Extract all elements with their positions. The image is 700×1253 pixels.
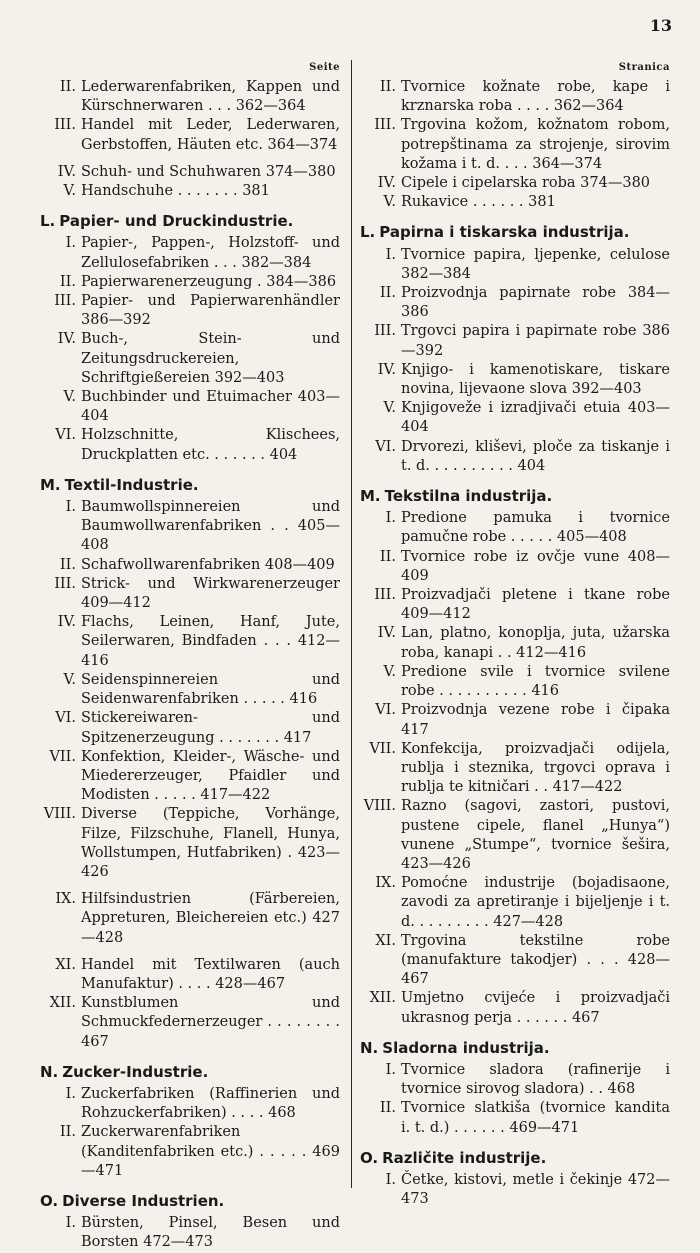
index-entry bbox=[360, 701, 670, 739]
section-heading bbox=[360, 1149, 670, 1168]
entry-text: Papierwarenerzeugung . 384—386 bbox=[81, 273, 337, 290]
entry-text: Hilfsindustrien (Färbereien, Appreturen, Bleichereien etc.) 427—428 bbox=[81, 891, 340, 946]
index-entry bbox=[360, 989, 670, 1027]
index-entry bbox=[40, 613, 340, 671]
index-entry bbox=[40, 273, 340, 292]
index-entry bbox=[40, 388, 340, 426]
index-entry bbox=[360, 509, 670, 547]
entry-text: Handschuhe . . . . . . . 381 bbox=[81, 183, 270, 200]
entry-text: Buchbinder und Etuimacher 403—404 bbox=[81, 389, 340, 425]
index-entry bbox=[360, 174, 670, 193]
entry-number: II. bbox=[379, 285, 396, 302]
index-entry bbox=[360, 1061, 670, 1099]
entry-text: Trgovci papira i papirnate robe 386—392 bbox=[401, 323, 670, 359]
entry-text: Baumwollspinnereien und Baumwollwarenfabriken . . 405—408 bbox=[81, 499, 340, 554]
spacer bbox=[40, 155, 340, 163]
entry-number: IV. bbox=[57, 331, 76, 348]
entry-text: Knjigoveže i izradjivači etuia 403—404 bbox=[401, 400, 670, 436]
right-column-croatian bbox=[360, 58, 670, 1209]
spacer bbox=[40, 882, 340, 890]
entry-text: Drvorezi, kliševi, ploče za tiskanje i t. d. . . . . . . . . . 404 bbox=[401, 438, 670, 474]
entry-number: I. bbox=[385, 246, 396, 263]
section-title: Zucker-Industrie. bbox=[62, 1062, 209, 1081]
entry-number: I. bbox=[65, 235, 76, 252]
column-divider bbox=[351, 60, 352, 1188]
entry-text: Flachs, Leinen, Hanf, Jute, Seilerwaren, Bindfaden . . . 412—416 bbox=[81, 614, 340, 669]
index-entry bbox=[360, 193, 670, 212]
entry-text: Razno (sagovi, zastori, pustovi, pustene cipele, flanel „Hunya“) vunene „Stumpe“, tvornice šešira, 423—426 bbox=[401, 798, 670, 872]
entry-number: V. bbox=[63, 389, 76, 406]
entry-number: VI. bbox=[375, 438, 396, 455]
entry-number: III. bbox=[54, 575, 76, 592]
entry-text: Zuckerfabriken (Raffinerien und Rohzuckerfabriken) . . . . 468 bbox=[81, 1085, 340, 1122]
index-entry bbox=[360, 548, 670, 586]
section-heading bbox=[40, 212, 340, 231]
index-entry bbox=[40, 182, 340, 201]
entry-text: Lan, platno, konoplja, juta, užarska roba, kanapi . . 412—416 bbox=[401, 625, 670, 661]
entry-number: V. bbox=[63, 183, 76, 200]
entry-text: Umjetno cvijeće i proizvadjači ukrasnog perja . . . . . . 467 bbox=[401, 990, 670, 1026]
entry-text: Proizvodnja vezene robe i čipaka 417 bbox=[401, 702, 670, 738]
index-entry bbox=[360, 322, 670, 360]
entry-number: IX. bbox=[55, 891, 76, 908]
index-entry bbox=[360, 246, 670, 284]
entry-text: Konfekcija, proizvadjači odijela, rublja i steznika, trgovci oprava i rublja te kitničari . . 417—422 bbox=[401, 740, 670, 796]
entry-number: II. bbox=[59, 79, 76, 95]
index-entry bbox=[360, 284, 670, 322]
index-entry bbox=[360, 438, 670, 476]
entry-number: XII. bbox=[49, 995, 76, 1012]
entry-text: Proizvodnja papirnate robe 384—386 bbox=[401, 285, 670, 321]
entry-number: III. bbox=[374, 117, 396, 134]
entry-text: Bürsten, Pinsel, Besen und Borsten 472—473 bbox=[81, 1215, 340, 1251]
entry-number: XII. bbox=[369, 990, 396, 1007]
index-entry bbox=[40, 671, 340, 709]
index-entry bbox=[40, 890, 340, 948]
section-letter: N. bbox=[40, 1062, 59, 1081]
index-entry bbox=[40, 994, 340, 1052]
entry-text: Holzschnitte, Klischees, Druckplatten etc. . . . . . . 404 bbox=[81, 427, 340, 463]
section-heading bbox=[40, 476, 340, 495]
section-letter: O. bbox=[360, 1148, 379, 1167]
entry-text: Papier- und Papierwarenhändler 386—392 bbox=[81, 293, 340, 329]
section-title: Tekstilna industrija. bbox=[384, 487, 553, 506]
entry-number: II. bbox=[59, 556, 76, 573]
entry-number: I. bbox=[385, 1171, 396, 1188]
section-heading bbox=[40, 1063, 340, 1082]
entry-text: Zuckerwarenfabriken (Kanditenfabriken etc.) . . . . . 469—471 bbox=[81, 1124, 340, 1179]
entry-text: Trgovina tekstilne robe (manufakture takodjer) . . . 428—467 bbox=[401, 932, 670, 988]
section-title: Sladorna industrija. bbox=[382, 1038, 550, 1057]
index-entry bbox=[40, 709, 340, 747]
entry-number: XI. bbox=[375, 932, 396, 949]
entry-number: XI. bbox=[55, 956, 76, 973]
entry-number: I. bbox=[65, 1215, 76, 1232]
index-entry bbox=[40, 1214, 340, 1252]
entry-number: VIII. bbox=[363, 798, 396, 815]
entry-number: I. bbox=[65, 1085, 76, 1102]
entry-number: IV. bbox=[377, 361, 396, 378]
index-entry bbox=[360, 1099, 670, 1137]
index-entry bbox=[40, 1085, 340, 1123]
index-entry bbox=[40, 956, 340, 994]
entry-text: Četke, kistovi, metle i čekinje 472—473 bbox=[401, 1171, 670, 1208]
entry-text: Cipele i cipelarska roba 374—380 bbox=[401, 175, 651, 192]
entry-number: II. bbox=[59, 273, 76, 290]
entry-text: Seidenspinnereien und Seidenwarenfabriken . . . . . 416 bbox=[81, 671, 340, 708]
index-entry bbox=[40, 116, 340, 154]
entry-text: Tvornice papira, ljepenke, celulose 382—384 bbox=[401, 246, 670, 282]
index-entry bbox=[40, 575, 340, 613]
entry-number: VII. bbox=[49, 748, 76, 765]
index-entry bbox=[40, 292, 340, 330]
entry-text: Rukavice . . . . . . 381 bbox=[401, 194, 556, 211]
entry-text: Knjigo- i kamenotiskare, tiskare novina, lijevaone slova 392—403 bbox=[401, 361, 670, 398]
entry-number: IV. bbox=[377, 175, 396, 192]
spacer bbox=[40, 948, 340, 956]
entry-number: III. bbox=[374, 323, 396, 340]
section-title: Textil-Industrie. bbox=[64, 475, 199, 494]
entry-text: Handel mit Textilwaren (auch Manufaktur) . . . . 428—467 bbox=[81, 956, 340, 992]
index-entry bbox=[360, 116, 670, 174]
section-heading bbox=[360, 487, 670, 506]
entry-number: II. bbox=[379, 1100, 396, 1117]
left-column-german bbox=[40, 58, 340, 1253]
index-entry bbox=[360, 932, 670, 990]
entry-number: II. bbox=[379, 548, 396, 565]
entry-text: Predione svile i tvornice svilene robe . . . . . . . . . . 416 bbox=[401, 663, 670, 700]
column-header-seite: Seite bbox=[309, 62, 340, 73]
index-entry bbox=[40, 234, 340, 272]
entry-text: Tvornice kožnate robe, kape i krznarska roba . . . . 362—364 bbox=[401, 79, 670, 115]
section-heading bbox=[360, 1039, 670, 1058]
entry-number: II. bbox=[59, 1124, 76, 1141]
entry-number: V. bbox=[63, 671, 76, 688]
column-header-stranica: Stranica bbox=[618, 62, 670, 73]
entry-number: IV. bbox=[377, 625, 396, 642]
entry-text: Strick- und Wirkwarenerzeuger 409—412 bbox=[81, 575, 340, 612]
entry-number: III. bbox=[374, 587, 396, 604]
index-entry bbox=[360, 1171, 670, 1209]
index-entry bbox=[360, 624, 670, 662]
section-letter: L. bbox=[360, 223, 376, 242]
entry-text: Stickereiwaren- und Spitzenerzeugung . . . . . . . 417 bbox=[81, 710, 340, 746]
entry-text: Buch-, Stein- und Zeitungsdruckereien, Schriftgießereien 392—403 bbox=[81, 331, 340, 386]
entry-text: Proizvadjači pletene i tkane robe 409—412 bbox=[401, 587, 670, 623]
index-entry bbox=[360, 740, 670, 798]
entry-number: I. bbox=[385, 1061, 396, 1078]
index-entry bbox=[40, 78, 340, 116]
entry-number: V. bbox=[383, 400, 396, 417]
entry-number: I. bbox=[65, 499, 76, 516]
index-entry bbox=[360, 663, 670, 701]
section-heading bbox=[360, 223, 670, 242]
index-entry bbox=[40, 498, 340, 556]
entry-number: VI. bbox=[375, 702, 396, 719]
index-entry bbox=[40, 163, 340, 182]
entry-number: IV. bbox=[57, 614, 76, 631]
index-entry bbox=[40, 556, 340, 575]
entry-text: Tvornice sladora (rafinerije i tvornice sirovog sladora) . . 468 bbox=[401, 1061, 670, 1098]
entry-text: Handel mit Leder, Lederwaren, Gerbstoffen, Häuten etc. 364—374 bbox=[81, 117, 340, 153]
entry-text: Tvornice robe iz ovčje vune 408—409 bbox=[401, 548, 670, 584]
section-letter: L. bbox=[40, 212, 56, 231]
index-entry bbox=[360, 78, 670, 116]
index-entry bbox=[360, 361, 670, 399]
entry-number: VI. bbox=[55, 710, 76, 727]
entry-number: II. bbox=[379, 79, 396, 95]
entry-text: Papier-, Pappen-, Holzstoff- und Zellulosefabriken . . . 382—384 bbox=[81, 235, 340, 271]
index-entry bbox=[40, 1123, 340, 1181]
entry-number: V. bbox=[383, 663, 396, 680]
index-entry bbox=[40, 748, 340, 806]
index-entry bbox=[360, 797, 670, 874]
entry-number: IV. bbox=[57, 163, 76, 180]
index-entry bbox=[360, 399, 670, 437]
entry-text: Schafwollwarenfabriken 408—409 bbox=[81, 556, 335, 573]
entry-number: III. bbox=[54, 117, 76, 134]
section-title: Papier- und Druckindustrie. bbox=[59, 212, 294, 231]
section-letter: M. bbox=[40, 475, 61, 494]
entry-number: III. bbox=[54, 293, 76, 310]
section-title: Papirna i tiskarska industrija. bbox=[379, 223, 630, 242]
entry-text: Predione pamuka i tvornice pamučne robe . . . . . 405—408 bbox=[401, 510, 670, 546]
entry-number: VII. bbox=[369, 740, 396, 757]
entry-text: Konfektion, Kleider-, Wäsche- und Miedererzeuger, Pfaidler und Modisten . . . . . 417—422 bbox=[81, 748, 340, 804]
entry-text: Tvornice slatkiša (tvornice kandita i. t. d.) . . . . . . 469—471 bbox=[401, 1100, 670, 1136]
page-number: 13 bbox=[649, 16, 672, 35]
entry-text: Lederwarenfabriken, Kappen und Kürschnerwaren . . . 362—364 bbox=[81, 79, 340, 115]
section-title: Diverse Industrien. bbox=[62, 1191, 225, 1210]
section-letter: M. bbox=[360, 487, 381, 506]
entry-number: VIII. bbox=[43, 806, 76, 823]
entry-text: Diverse (Teppiche, Vorhänge, Filze, Filzschuhe, Flanell, Hunya, Wollstumpen, Hutfabriken) . 423—426 bbox=[81, 806, 340, 880]
index-entry bbox=[40, 330, 340, 388]
index-entry bbox=[360, 874, 670, 932]
entry-number: VI. bbox=[55, 427, 76, 444]
section-letter: N. bbox=[360, 1038, 379, 1057]
entry-number: IX. bbox=[375, 875, 396, 892]
entry-number: I. bbox=[385, 510, 396, 527]
index-entry bbox=[40, 805, 340, 882]
entry-text: Pomoćne industrije (bojadisaone, zavodi za apretiranje i bijeljenje i t. d. . . . . . . . . 427—428 bbox=[401, 875, 670, 930]
index-entry bbox=[360, 586, 670, 624]
section-title: Različite industrije. bbox=[382, 1148, 547, 1167]
entry-text: Trgovina kožom, kožnatom robom, potrepštinama za strojenje, sirovim kožama i t. d. . . . 364—374 bbox=[401, 117, 670, 172]
section-letter: O. bbox=[40, 1191, 59, 1210]
entry-text: Kunstblumen und Schmuckfedernerzeuger . . . . . . . . 467 bbox=[81, 995, 340, 1050]
index-entry bbox=[40, 426, 340, 464]
entry-text: Schuh- und Schuhwaren 374—380 bbox=[81, 163, 336, 180]
entry-number: V. bbox=[383, 194, 396, 211]
